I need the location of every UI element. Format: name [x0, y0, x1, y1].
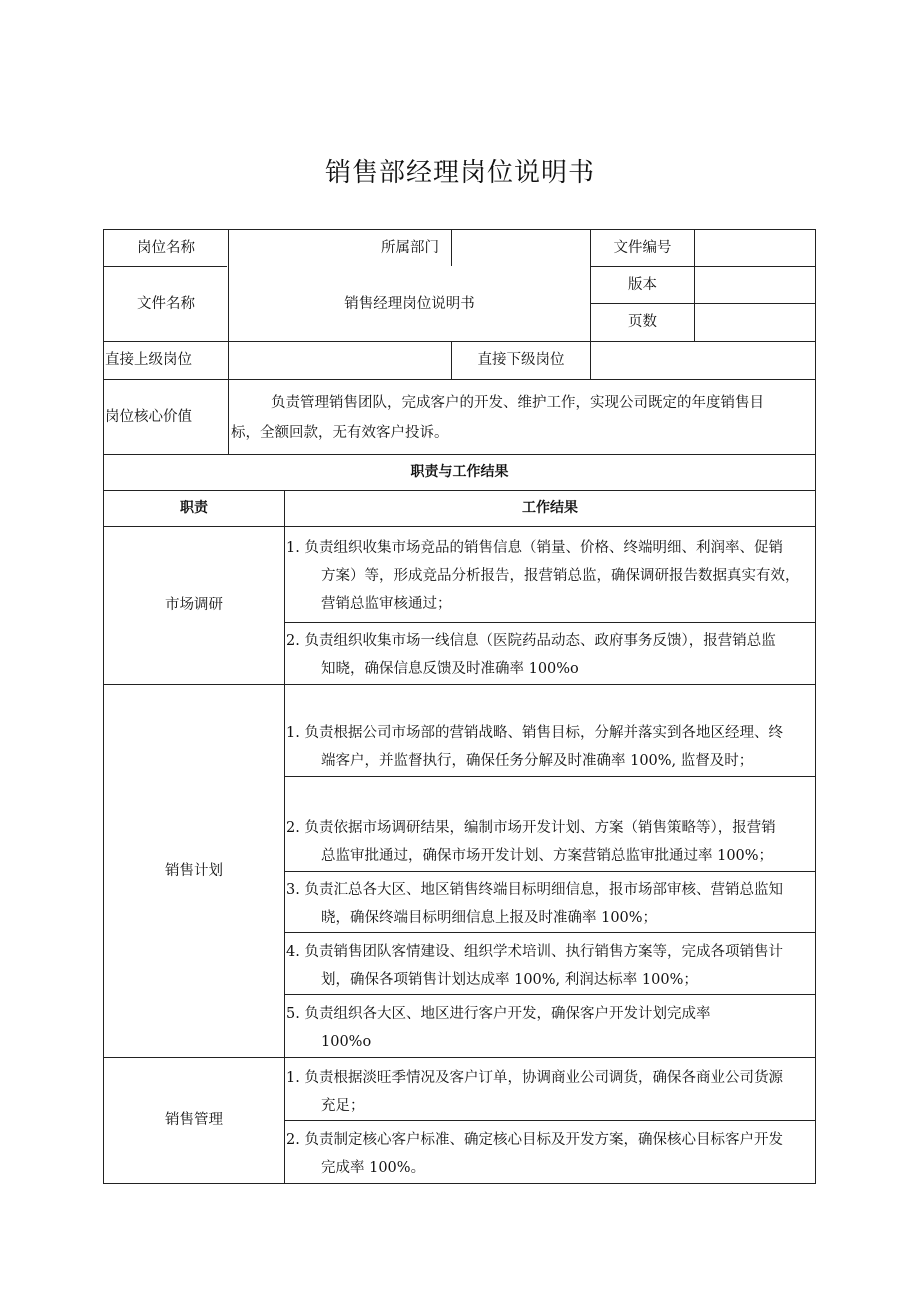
col-divider [451, 229, 452, 266]
item-line: 端客户，并监督执行，确保任务分解及时准确率 100%, 监督及时； [321, 753, 754, 769]
item-divider [284, 994, 816, 995]
item-line: 营销总监审核通过； [321, 596, 452, 612]
list-item [286, 1064, 814, 1120]
duty-column-header: 职责 [180, 500, 208, 517]
core-value-text [231, 388, 813, 448]
list-item [286, 534, 814, 618]
item-line: 完成率 100%。 [321, 1160, 426, 1176]
list-item [286, 814, 814, 870]
item-divider [284, 622, 816, 623]
list-item [286, 938, 814, 994]
col-divider [284, 490, 285, 1184]
item-line: 1. 负责根据淡旺季情况及客户订单，协调商业公司调货，确保各商业公司货源 [286, 1070, 783, 1086]
list-item [286, 627, 814, 683]
core-value-line: 标，全额回款，无有效客户投诉。 [231, 425, 449, 441]
version-label: 版本 [628, 276, 657, 293]
core-value-line: 负责管理销售团队，完成客户的开发、维护工作，实现公司既定的年度销售目 [271, 395, 764, 411]
item-line: 1. 负责根据公司市场部的营销战略、销售目标，分解并落实到各地区经理、终 [286, 725, 783, 741]
position-name-label: 岗位名称 [137, 239, 195, 256]
duty-group-name: 销售管理 [165, 1112, 223, 1129]
list-item [286, 719, 814, 775]
file-number-label: 文件编号 [613, 239, 672, 256]
item-line: 充足； [321, 1098, 365, 1114]
item-divider [284, 1120, 816, 1121]
item-line: 知晓，确保信息反馈及时准确率 100%o [321, 661, 579, 677]
table-border [103, 1183, 816, 1184]
item-divider [284, 776, 816, 777]
file-name-value: 销售经理岗位说明书 [344, 295, 475, 312]
list-item [286, 1126, 814, 1182]
item-line: 1. 负责组织收集市场竞品的销售信息（销量、价格、终端明细、利润率、促销 [286, 540, 783, 556]
item-line: 4. 负责销售团队客情建设、组织学术培训、执行销售方案等，完成各项销售计 [286, 944, 783, 960]
col-divider [694, 229, 695, 341]
item-line: 3. 负责汇总各大区、地区销售终端目标明细信息，报市场部审核、营销总监知 [286, 882, 783, 898]
item-divider [284, 932, 816, 933]
page-title: 销售部经理岗位说明书 [324, 158, 595, 188]
table-border [815, 229, 816, 1184]
duties-section-title: 职责与工作结果 [410, 464, 509, 481]
file-name-label: 文件名称 [137, 295, 195, 312]
item-line: 方案）等，形成竞品分析报告，报营销总监，确保调研报告数据真实有效， [321, 568, 800, 584]
item-line: 100%o [321, 1034, 372, 1050]
item-line: 2. 负责组织收集市场一线信息（医院药品动态、政府事务反馈），报营销总监 [286, 633, 776, 649]
subordinate-label: 直接下级岗位 [477, 352, 565, 369]
item-line: 划，确保各项销售计划达成率 100%, 利润达标率 100%； [321, 972, 698, 988]
item-line: 2. 负责依据市场调研结果，编制市场开发计划、方案（销售策略等），报营销 [286, 820, 776, 836]
col-divider [590, 341, 591, 379]
item-divider [284, 871, 816, 872]
core-value-label: 岗位核心价值 [105, 408, 192, 425]
item-line: 5. 负责组织各大区、地区进行客户开发，确保客户开发计划完成率 [286, 1006, 711, 1022]
duty-group-name: 市场调研 [165, 597, 223, 614]
result-column-header: 工作结果 [522, 500, 578, 517]
department-label: 所属部门 [381, 239, 439, 256]
list-item [286, 1000, 814, 1056]
list-item [286, 876, 814, 932]
item-line: 2. 负责制定核心客户标准、确定核心目标及开发方案，确保核心目标客户开发 [286, 1132, 783, 1148]
item-line: 总监审批通过，确保市场开发计划、方案营销总监审批通过率 100%； [321, 848, 774, 864]
item-line: 晓，确保终端目标明细信息上报及时准确率 100%； [321, 910, 658, 926]
duty-group-name: 销售计划 [165, 862, 223, 879]
page-count-label: 页数 [628, 314, 657, 331]
superior-label: 直接上级岗位 [105, 352, 192, 369]
